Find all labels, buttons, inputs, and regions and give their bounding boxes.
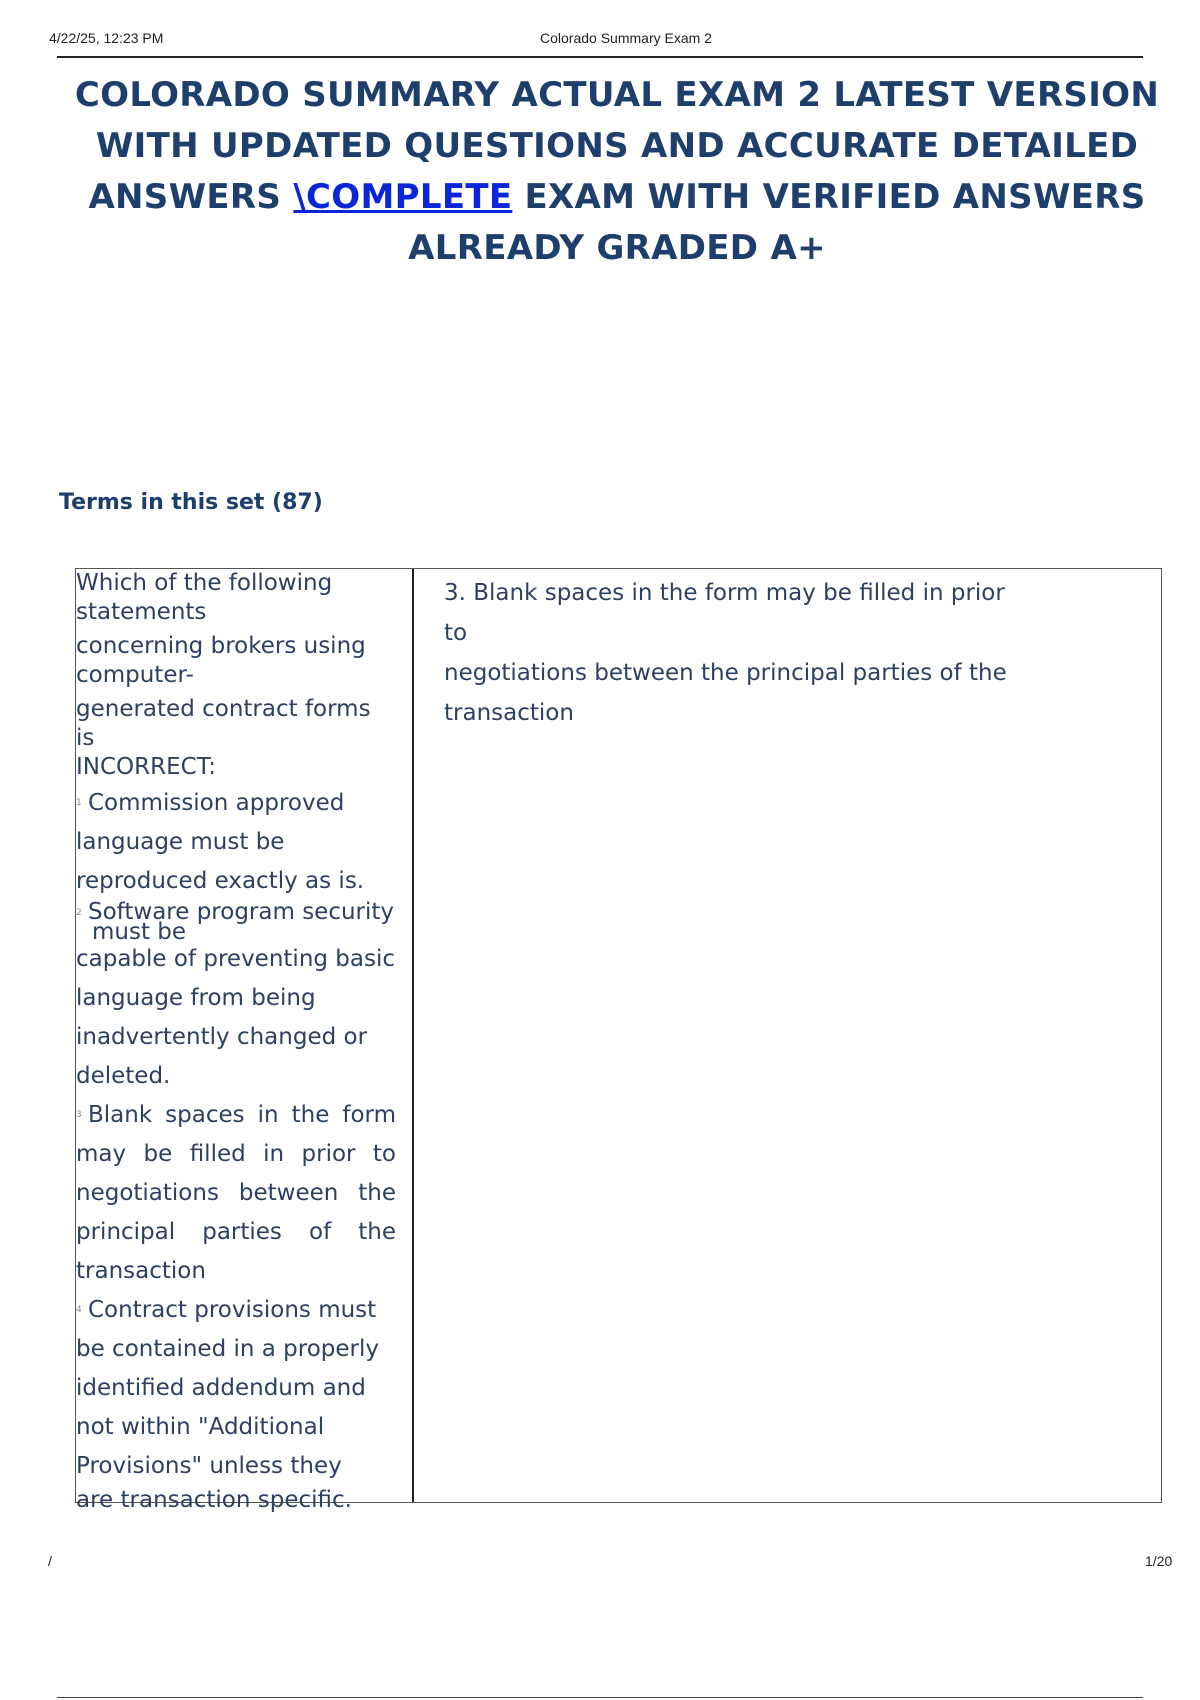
- card-divider: [412, 569, 414, 1502]
- print-doc-title: Colorado Summary Exam 2: [540, 30, 712, 46]
- terms-count-heading: Terms in this set (87): [59, 490, 323, 515]
- option-4: [76, 1291, 396, 1515]
- question-line: statements: [76, 599, 207, 625]
- answer-line: 3. Blank spaces in the form may be filled in prior to: [444, 580, 1005, 646]
- question-line: INCORRECT:: [76, 754, 216, 780]
- flashcard: [75, 568, 1162, 1513]
- option-3: [76, 1096, 396, 1291]
- complete-link[interactable]: \COMPLETE: [293, 177, 513, 217]
- option-line: 3 Blank spaces in the form: [76, 1096, 396, 1135]
- option-line: language must be: [76, 829, 285, 855]
- option-line: Provisions" unless they: [76, 1452, 342, 1479]
- footer-rule: [57, 1697, 1143, 1698]
- option-line: be contained in a properly: [76, 1335, 380, 1362]
- option-line: capable of preventing basic: [76, 945, 396, 972]
- option-2: [76, 901, 396, 1096]
- header-rule: [57, 56, 1143, 58]
- option-line: reproduced exactly as is.: [76, 868, 365, 894]
- question-line: computer-: [76, 662, 194, 688]
- option-line: 1 Commission approved: [76, 784, 396, 823]
- page-number: 1/20: [1145, 1553, 1173, 1569]
- option-line: 4 Contract provisions must: [76, 1291, 396, 1330]
- answer-line: transaction: [444, 700, 574, 726]
- option-line: 2 Software program security: [76, 899, 395, 925]
- option-marker: 2: [76, 907, 82, 918]
- option-line: not within "Additional: [76, 1413, 325, 1440]
- option-line: inadvertently changed or: [76, 1023, 368, 1050]
- option-marker: 3: [76, 1109, 82, 1120]
- title-text-part2: EXAM WITH VERIFIED ANSWERS ALREADY GRADED A+: [408, 177, 1146, 268]
- card-definition: [444, 573, 1024, 733]
- footer-left-mark: /: [48, 1553, 52, 1569]
- option-line: are transaction specific.: [76, 1486, 352, 1513]
- card-term: [76, 569, 396, 1515]
- option-line: identified addendum and: [76, 1374, 366, 1401]
- option-marker: 1: [76, 798, 82, 808]
- option-line: deleted.: [76, 1062, 171, 1089]
- option-line: language from being: [76, 984, 316, 1011]
- option-line: negotiations between the: [76, 1179, 396, 1206]
- option-line: transaction: [76, 1257, 206, 1284]
- question-line: concerning brokers using: [76, 633, 366, 659]
- print-date: 4/22/25, 12:23 PM: [49, 30, 164, 46]
- title-text-part1: COLORADO SUMMARY ACTUAL EXAM 2 LATEST VERSION WITH UPDATED QUESTIONS AND ACCURATE DETAILED ANSWERS: [74, 75, 1160, 217]
- option-line: may be filled in prior to: [76, 1140, 396, 1167]
- question-line: Which of the following: [76, 570, 333, 596]
- question-line: generated contract forms is: [76, 696, 371, 751]
- option-line: must be: [92, 918, 187, 945]
- option-1: [76, 784, 396, 901]
- document-title: [34, 70, 1200, 274]
- option-marker: 4: [76, 1304, 82, 1315]
- answer-line: negotiations between the principal parties of the: [444, 660, 1007, 686]
- option-line: principal parties of the: [76, 1218, 396, 1245]
